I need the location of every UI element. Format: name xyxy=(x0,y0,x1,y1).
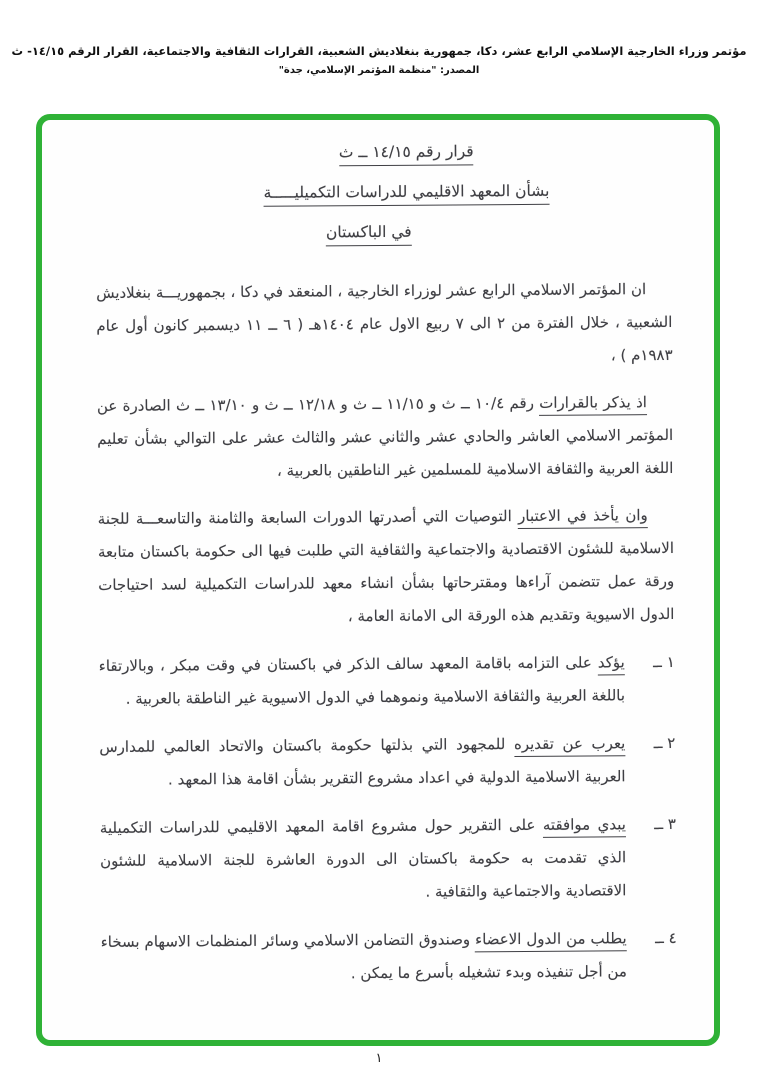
document-header xyxy=(0,44,758,76)
item-number: ٣ ــ xyxy=(654,814,676,834)
underlined-lead: يبدي موافقته xyxy=(543,815,626,838)
header-source-line: المصدر: "منظمة المؤتمر الإسلامي، جدة" xyxy=(278,65,480,76)
list-item xyxy=(101,922,677,992)
item-number: ٤ ــ xyxy=(654,928,677,948)
resolution-subject-title: بشأن المعهد الاقليمي للدراسات التكميليـــــة xyxy=(141,174,671,211)
resolution-number-title: قرار رقم ١٤/١٥ ــ ث xyxy=(141,134,671,171)
item-text: يطلب من الدول الاعضاء وصندوق التضامن الاسلامي وسائر المنظمات الاسهام بسخاء من أجل تنفيذه وبدء تشغيله بأسرع ما يمكن . xyxy=(100,929,627,983)
paragraph-text: رقم ١٠/٤ ــ ث و ١١/١٥ ــ ث و ١٢/١٨ ــ ث و ١٣/١٠ ــ ث الصادرة عن المؤتمر الاسلامي العاشر والحادي عشر والثاني عشر والثالث عشر على التوالي بشأن تعليم اللغة العربية والثقافة الاسلامية للمسلمين غير الناطقين بالعربية ، xyxy=(96,393,674,480)
paragraph-preamble xyxy=(96,273,673,376)
paragraph-considering xyxy=(98,499,675,635)
header-title: مؤتمر وزراء الخارجية الإسلامي الرابع عشر، دكا، جمهورية بنغلاديش الشعبية، القرارات الثقافية والاجتماعية، القرار الرقم ١٤/١٥- ث xyxy=(11,44,747,58)
underlined-lead: يعرب عن تقديره xyxy=(514,734,626,757)
resolution-location-title: في الباكستان xyxy=(104,214,634,251)
underlined-lead: يؤكد xyxy=(598,653,625,675)
underlined-lead: وان يأخذ في الاعتبار xyxy=(518,506,648,529)
item-text: يؤكد على التزامه باقامة المعهد سالف الذكر في باكستان في وقت مبكر ، وبالارتقاء باللغة العربية والثقافة الاسلامية ونموهما في الدول الاسيوية غير الناطقة بالعربية . xyxy=(98,653,626,708)
list-item xyxy=(99,727,675,797)
paragraph-recalling xyxy=(97,386,674,489)
list-item xyxy=(99,646,675,716)
paragraph-text: التوصيات التي أصدرتها الدورات السابعة والثامنة والتاسعـــة للجنة الاسلامية للشئون الاقتصادية والاجتماعية والثقافية التي طلبت فيها الى حكومة باكستان متابعة ورقة عمل تتضمن آراءها ومقترحاتها بشأن انشاء معهد للدراسات التكميلية لسد احتياجات الدول الاسيوية وتقديم هذه الورقة الى الامانة العامة ، xyxy=(97,507,675,626)
underlined-lead: اذ يذكر بالقرارات xyxy=(539,393,647,416)
page-number: ١ xyxy=(375,1051,383,1066)
resolution-titles xyxy=(141,134,672,251)
underlined-lead: يطلب من الدول الاعضاء xyxy=(475,929,627,952)
scanned-document-frame xyxy=(36,114,720,1046)
item-text: يبدي موافقته على التقرير حول مشروع اقامة المعهد الاقليمي للدراسات التكميلية الذي تقدمت به حكومة باكستان الى الدورة العاشرة للجنة الاسلامية للشئون الاقتصادية والاجتماعية والثقافية . xyxy=(99,815,627,901)
list-item xyxy=(100,808,677,911)
paragraph-text: ان المؤتمر الاسلامي الرابع عشر لوزراء الخارجية ، المنعقد في دكا ، بجمهوريـــة بنغلاديش الشعبية ، خلال الفترة من ٢ الى ٧ ربيع الاول عام ١٤٠٤هـ ( ٦ ــ ١١ ديسمبر كانون أول عام ١٩٨٣م ) ، xyxy=(96,280,673,365)
item-text: يعرب عن تقديره للمجهود التي بذلتها حكومة باكستان والاتحاد العالمي للمدارس العربية الاسلامية الدولية في اعداد مشروع التقرير بشأن اقامة هذا المعهد . xyxy=(99,734,626,789)
item-number: ١ ــ xyxy=(653,652,675,672)
item-number: ٢ ــ xyxy=(653,733,676,753)
scanned-document-body xyxy=(39,118,717,993)
